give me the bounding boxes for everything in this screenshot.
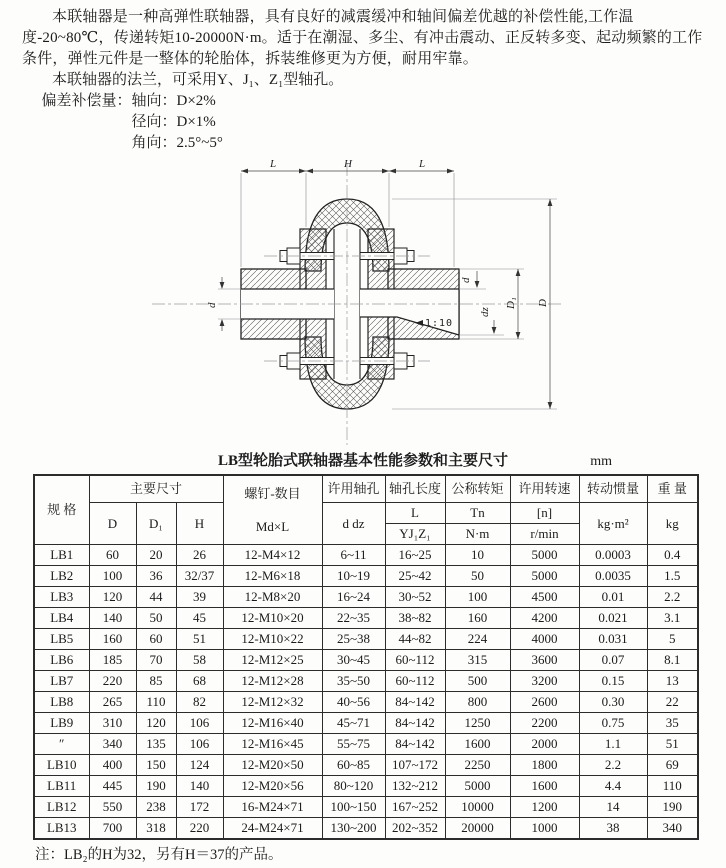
- dim-D1-label: D₁: [505, 297, 517, 309]
- table-cell: 8.1: [647, 650, 698, 671]
- table-cell: 3.1: [647, 608, 698, 629]
- table-cell: 0.15: [579, 671, 647, 692]
- table-cell: 60: [136, 629, 176, 650]
- table-cell: 106: [176, 734, 223, 755]
- table-cell: 1.1: [579, 734, 647, 755]
- compensation-block: [22, 91, 704, 154]
- table-cell: 106: [176, 713, 223, 734]
- table-cell: 220: [89, 671, 136, 692]
- table-cell: 51: [176, 629, 223, 650]
- table-cell: LB2: [34, 566, 89, 587]
- table-cell: 224: [445, 629, 510, 650]
- table-cell: 800: [445, 692, 510, 713]
- table-cell: 25~42: [385, 566, 445, 587]
- table-body: [34, 545, 698, 840]
- dim-H-label: H: [344, 158, 352, 170]
- table-cell: 6~11: [322, 545, 385, 566]
- compensation-label: 偏差补偿量：: [41, 93, 132, 109]
- table-cell: ″: [34, 734, 89, 755]
- table-cell: 318: [136, 818, 176, 840]
- table-row: [34, 545, 698, 566]
- table-cell: 12-M16×40: [223, 713, 322, 734]
- table-cell: 84~142: [385, 734, 445, 755]
- table-cell: 70: [136, 650, 176, 671]
- header-speed: 许用转速: [510, 475, 579, 503]
- table-cell: 340: [89, 734, 136, 755]
- table-cell: 400: [89, 755, 136, 776]
- table-cell: 0.031: [579, 629, 647, 650]
- header-spec: 规 格: [34, 475, 89, 545]
- table-cell: 12-M10×22: [223, 629, 322, 650]
- header-row-1: [34, 475, 698, 503]
- table-cell: LB8: [34, 692, 89, 713]
- taper-label: 1:10: [425, 318, 454, 329]
- table-row: [34, 608, 698, 629]
- table-cell: 12-M8×20: [223, 587, 322, 608]
- header-bore-length-types: YJ₁Z₁: [385, 524, 445, 545]
- header-D1: D₁: [136, 503, 176, 545]
- table-cell: 100~150: [322, 797, 385, 818]
- parameters-table: [33, 474, 699, 840]
- compensation-angular-line: [42, 133, 705, 154]
- table-cell: 10: [445, 545, 510, 566]
- table-cell: 22: [647, 692, 698, 713]
- table-cell: 58: [176, 650, 223, 671]
- table-cell: 20: [136, 545, 176, 566]
- table-cell: 12-M12×25: [223, 650, 322, 671]
- compensation-axial: 轴向：D×2%: [131, 93, 216, 109]
- table-cell: 0.4: [647, 545, 698, 566]
- table-row: [34, 734, 698, 755]
- table-cell: 39: [176, 587, 223, 608]
- table-cell: 5000: [510, 545, 579, 566]
- table-cell: 1600: [510, 776, 579, 797]
- table-cell: 185: [89, 650, 136, 671]
- table-cell: 172: [176, 797, 223, 818]
- table-cell: 120: [136, 713, 176, 734]
- table-cell: 2200: [510, 713, 579, 734]
- table-cell: 44~82: [385, 629, 445, 650]
- table-cell: 50: [136, 608, 176, 629]
- table-cell: 55~75: [322, 734, 385, 755]
- table-cell: 35~50: [322, 671, 385, 692]
- intro-paragraph: 本联轴器是一种高弹性联轴器，具有良好的减震缓冲和轴间偏差优越的补偿性能,工作温度-20~80℃，传递转矩10-20000N·m。适于在潮湿、多尘、有冲击震动、正反转多变、起动频繁的工作条件，弹性元件是一整体的轮胎体，拆装维修更为方便，耐用牢靠。: [22, 9, 703, 67]
- table-cell: 60~85: [322, 755, 385, 776]
- table-cell: 3200: [510, 671, 579, 692]
- table-row: [34, 776, 698, 797]
- table-cell: 12-M20×50: [223, 755, 322, 776]
- dim-dz-label: dz: [479, 307, 491, 317]
- table-cell: 1.5: [647, 566, 698, 587]
- header-screws-title: 螺钉-数目: [244, 485, 301, 501]
- table-cell: 4000: [510, 629, 579, 650]
- header-bore-length-L: L: [385, 503, 445, 524]
- table-cell: 82: [176, 692, 223, 713]
- compensation-radial-line: [42, 112, 705, 133]
- table-cell: 340: [647, 818, 698, 840]
- table-cell: 68: [176, 671, 223, 692]
- header-D: D: [89, 503, 136, 545]
- dim-d-right-label: d: [460, 277, 472, 283]
- table-cell: LB12: [34, 797, 89, 818]
- table-cell: 0.0035: [579, 566, 647, 587]
- table-cell: LB10: [34, 755, 89, 776]
- header-speed-unit: r/min: [510, 524, 579, 545]
- table-cell: LB13: [34, 818, 89, 840]
- table-cell: 310: [89, 713, 136, 734]
- table-cell: 110: [136, 692, 176, 713]
- table-cell: 69: [647, 755, 698, 776]
- compensation-angular: 角向：2.5°~5°: [131, 135, 223, 151]
- table-cell: 1600: [445, 734, 510, 755]
- table-cell: 40~56: [322, 692, 385, 713]
- table-cell: 130~200: [322, 818, 385, 840]
- table-cell: 265: [89, 692, 136, 713]
- table-row: [34, 797, 698, 818]
- table-cell: 12-M16×45: [223, 734, 322, 755]
- table-cell: 550: [89, 797, 136, 818]
- table-cell: 4200: [510, 608, 579, 629]
- dim-L-left-label: L: [270, 158, 277, 170]
- table-cell: 45~71: [322, 713, 385, 734]
- table-cell: 167~252: [385, 797, 445, 818]
- table-cell: 12-M6×18: [223, 566, 322, 587]
- table-cell: 2250: [445, 755, 510, 776]
- table-cell: 1200: [510, 797, 579, 818]
- table-cell: 38: [579, 818, 647, 840]
- table-cell: 190: [136, 776, 176, 797]
- header-main-dims: 主要尺寸: [89, 475, 223, 503]
- table-cell: 5000: [445, 776, 510, 797]
- table-cell: 44: [136, 587, 176, 608]
- header-inertia: 转动惯量: [579, 475, 647, 503]
- table-title-row: [22, 449, 704, 474]
- table-cell: 14: [579, 797, 647, 818]
- table-cell: LB5: [34, 629, 89, 650]
- footnote: 注：LB₂的H为32，另有H＝37的产品。: [35, 847, 283, 863]
- header-screws: [223, 475, 322, 545]
- table-cell: 160: [445, 608, 510, 629]
- table-cell: 140: [89, 608, 136, 629]
- technical-drawing-svg: [112, 157, 612, 449]
- table-cell: LB3: [34, 587, 89, 608]
- table-cell: 12-M4×12: [223, 545, 322, 566]
- table-cell: 45: [176, 608, 223, 629]
- table-cell: 30~45: [322, 650, 385, 671]
- table-cell: 5: [647, 629, 698, 650]
- table-cell: 12-M12×32: [223, 692, 322, 713]
- table-cell: 2600: [510, 692, 579, 713]
- table-cell: 10~19: [322, 566, 385, 587]
- table-cell: 0.75: [579, 713, 647, 734]
- table-cell: 36: [136, 566, 176, 587]
- header-screws-sub: Md×L: [255, 518, 290, 534]
- table-cell: 0.01: [579, 587, 647, 608]
- table-cell: 10000: [445, 797, 510, 818]
- header-bore-length: 轴孔长度: [385, 475, 445, 503]
- header-torque-unit: N·m: [445, 524, 510, 545]
- table-cell: 3600: [510, 650, 579, 671]
- table-cell: 0.30: [579, 692, 647, 713]
- table-cell: 2.2: [579, 755, 647, 776]
- table-row: [34, 692, 698, 713]
- header-H: H: [176, 503, 223, 545]
- table-cell: 120: [89, 587, 136, 608]
- table-cell: LB6: [34, 650, 89, 671]
- table-title: LB型轮胎式联轴器基本性能参数和主要尺寸: [217, 453, 508, 469]
- table-row: [34, 587, 698, 608]
- table-cell: 51: [647, 734, 698, 755]
- table-cell: 150: [136, 755, 176, 776]
- dz-arrowhead: [492, 327, 497, 334]
- table-row: [34, 566, 698, 587]
- table-cell: 4500: [510, 587, 579, 608]
- table-cell: 84~142: [385, 713, 445, 734]
- table-cell: 315: [445, 650, 510, 671]
- dim-L-right-label: L: [419, 158, 426, 170]
- table-cell: 60: [89, 545, 136, 566]
- table-cell: LB7: [34, 671, 89, 692]
- table-row: [34, 818, 698, 840]
- table-cell: 160: [89, 629, 136, 650]
- table-cell: 140: [176, 776, 223, 797]
- table-cell: 60~112: [385, 671, 445, 692]
- header-bore-sub: d dz: [322, 503, 385, 545]
- right-d-arrowhead: [475, 281, 480, 288]
- header-speed-sym: [n]: [510, 503, 579, 524]
- table-cell: 80~120: [322, 776, 385, 797]
- table-cell: 700: [89, 818, 136, 840]
- table-cell: LB9: [34, 713, 89, 734]
- table-cell: 20000: [445, 818, 510, 840]
- table-cell: 16-M24×71: [223, 797, 322, 818]
- table-cell: 202~352: [385, 818, 445, 840]
- table-cell: 2000: [510, 734, 579, 755]
- table-cell: 38~82: [385, 608, 445, 629]
- table-row: [34, 629, 698, 650]
- header-weight: 重 量: [647, 475, 698, 503]
- table-cell: LB11: [34, 776, 89, 797]
- header-weight-unit: kg: [647, 503, 698, 545]
- table-cell: 100: [89, 566, 136, 587]
- compensation-radial: 径向：D×1%: [131, 114, 216, 130]
- table-cell: 12-M12×28: [223, 671, 322, 692]
- table-cell: 4.4: [579, 776, 647, 797]
- table-cell: 100: [445, 587, 510, 608]
- table-cell: 60~112: [385, 650, 445, 671]
- table-cell: 2.2: [647, 587, 698, 608]
- header-torque-sym: Tn: [445, 503, 510, 524]
- table-cell: 110: [647, 776, 698, 797]
- table-cell: 26: [176, 545, 223, 566]
- table-cell: 13: [647, 671, 698, 692]
- table-cell: 0.07: [579, 650, 647, 671]
- table-cell: 25~38: [322, 629, 385, 650]
- coupling-cross-section-drawing: [22, 157, 704, 449]
- table-cell: 1000: [510, 818, 579, 840]
- table-row: [34, 671, 698, 692]
- table-cell: 0.0003: [579, 545, 647, 566]
- table-cell: 22~35: [322, 608, 385, 629]
- table-cell: 12-M10×20: [223, 608, 322, 629]
- table-cell: 238: [136, 797, 176, 818]
- table-cell: 12-M20×56: [223, 776, 322, 797]
- table-cell: 135: [136, 734, 176, 755]
- table-cell: 5000: [510, 566, 579, 587]
- table-cell: 16~24: [322, 587, 385, 608]
- table-cell: 32/37: [176, 566, 223, 587]
- dim-d-left-label: d: [206, 302, 218, 308]
- table-cell: 0.021: [579, 608, 647, 629]
- header-inertia-unit: kg·m²: [579, 503, 647, 545]
- table-cell: 190: [647, 797, 698, 818]
- header-torque: 公称转矩: [445, 475, 510, 503]
- table-cell: 132~212: [385, 776, 445, 797]
- table-cell: 445: [89, 776, 136, 797]
- table-cell: 107~172: [385, 755, 445, 776]
- table-row: [34, 650, 698, 671]
- table-cell: 1800: [510, 755, 579, 776]
- table-cell: 16~25: [385, 545, 445, 566]
- table-cell: 30~52: [385, 587, 445, 608]
- table-cell: 500: [445, 671, 510, 692]
- table-cell: 24-M24×71: [223, 818, 322, 840]
- table-cell: LB4: [34, 608, 89, 629]
- table-cell: 35: [647, 713, 698, 734]
- table-cell: 84~142: [385, 692, 445, 713]
- table-cell: 50: [445, 566, 510, 587]
- table-cell: 220: [176, 818, 223, 840]
- compensation-axial-line: [42, 91, 705, 112]
- table-row: [34, 713, 698, 734]
- flange-note: 本联轴器的法兰，可采用Y、J₁、Z₁型轴孔。: [52, 72, 344, 88]
- dim-D-label: D: [537, 299, 549, 307]
- header-row-2: [34, 503, 698, 524]
- table-cell: 124: [176, 755, 223, 776]
- table-row: [34, 755, 698, 776]
- table-unit: mm: [590, 454, 612, 469]
- header-bore: 许用轴孔: [322, 475, 385, 503]
- table-cell: LB1: [34, 545, 89, 566]
- table-cell: 1250: [445, 713, 510, 734]
- table-cell: 85: [136, 671, 176, 692]
